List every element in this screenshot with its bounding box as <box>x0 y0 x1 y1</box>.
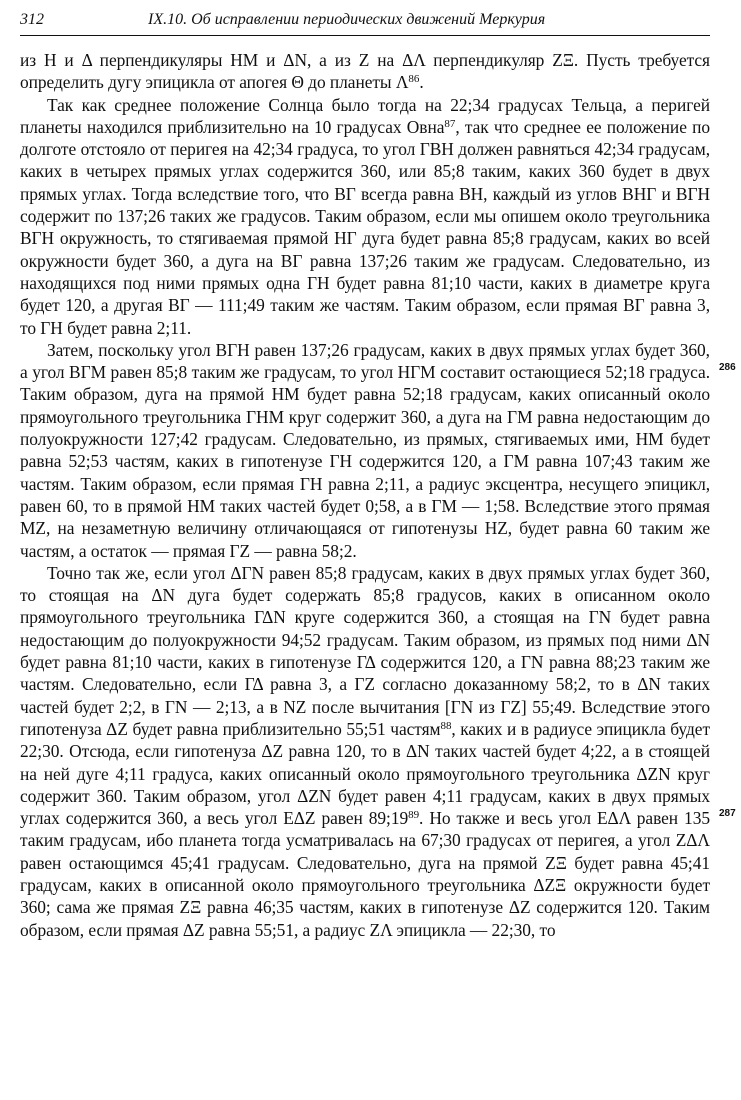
paragraph <box>20 49 710 94</box>
margin-page-ref-286: 286 <box>719 362 736 373</box>
paragraph <box>20 562 710 941</box>
running-head <box>20 8 710 32</box>
footnote-marker[interactable]: 89 <box>408 809 420 822</box>
paragraph-text: Точно так же, если угол ΔΓΝ равен 85;8 градусам, каких в двух прямых углах будет 360, то стоящая на ΔΝ дуга будет содержать 85;8 градусов, каких в описанном около прямоугольного треугольника ΓΔΝ круге содержится 360, а стоящая на ΓΝ будет равна недостающим до полуокружности 94;52 градусам. Таким образом, из прямых под ними ΔΝ будет равна 81;10 части, каких в гипотенузе ΓΔ содержится 120, а ΓΝ равна 88;23 таким же частям. Следовательно, если ΓΔ равна 3, а ΓΖ согласно доказанному 58;2, то в ΔΝ таких частей будет 2;2, в ΓΝ — 2;13, а в ΝΖ после вычитания [ΓΝ из ΓΖ] 55;49. Вследствие этого гипотенуза ΔΖ будет равна приблизительно 55;51 частям <box>20 562 710 739</box>
chapter-title: IX.10. Об исправлении периодических движений Меркурия <box>148 11 546 28</box>
footnote-marker[interactable]: 86 <box>408 73 420 86</box>
margin-page-ref-287: 287 <box>719 808 736 819</box>
paragraph-text: из Η и Δ перпендикуляры НМ и ΔΝ, а из Ζ на ΔΛ перпендикуляр ΖΞ. Пусть требуется определить дугу эпицикла от апогея Θ до планеты Λ <box>20 50 710 93</box>
paragraph <box>20 94 710 339</box>
paragraph-text: Так как среднее положение Солнца было тогда на 22;34 градусах Тельца, а перигей планеты находился приблизительно на 10 градусах Овна <box>20 94 710 137</box>
paragraph-text: , так что среднее ее положение по долготе отстояло от перигея на 42;34 градуса, то угол ΓΒΗ должен равняться 42;34 градусам, каких в четырех прямых углах содержится 360, или 85;8 таким, каких 360 будет в двух прямых углах. Тогда вследствие того, что ΒΓ всегда равна ΒΗ, каждый из углов ΒΗΓ и ΒΓΗ содержит по 137;26 таких же градусов. Таким образом, если мы опишем около треугольника ΒΓΗ окружность, то стягиваемая прямой ΗΓ дуга будет равна 85;8 градусам, каких во всей окружности будет 360, а дуга на ΒΓ равна 137;26 таким же градусам. Следовательно, из находящихся под ними прямых одна ΓΗ будет равна 81;10 части, каких в диаметре круга будет 120, а другая ΒΓ — 111;49 таким же частям. Таким образом, если прямая ΒΓ равна 3, то ΓΗ будет равна 2;11. <box>20 116 710 338</box>
paragraph-text: . Но также и весь угол ΕΔΛ равен 135 таким градусам, ибо планета тогда усматривалась на 67;30 градусах от перигея, а угол ΖΔΛ равен остающимся 45;41 градусам. Следовательно, дуга на прямой ΖΞ будет равна 45;41 градусам, каких в описанной около прямоугольного треугольника ΔΖΞ окружности будет 360; сама же прямая ΖΞ равна 46;35 частям, каких в гипотенузе ΔΖ содержится 120. Таким образом, если прямая ΔΖ равна 55;51, а радиус ΖΛ эпицикла — 22;30, то <box>20 808 710 940</box>
page-number: 312 <box>20 11 44 28</box>
paragraph <box>20 339 710 562</box>
paragraph-text: , каких и в радиусе эпицикла будет 22;30. Отсюда, если гипотенуза ΔΖ равна 120, то в ΔΝ таких частей будет 4;22, а в стоящей на ней дуге 4;11 градуса, каких описанный около прямоугольного треугольника ΔΖΝ круг содержит 360. Таким образом, угол ΔΖΝ будет равен 4;11 градусам, каких в двух прямых углах содержится 360, а весь угол ΕΔΖ равен 89;19 <box>20 718 710 829</box>
paragraph-text: . <box>419 72 424 93</box>
paragraph-text: Затем, поскольку угол ΒΓΗ равен 137;26 градусам, каких в двух прямых углах будет 360, а угол ΒΓΜ равен 85;8 таким же градусам, то угол ΗΓΜ составит остающиеся 52;18 градуса. Таким образом, дуга на прямой НМ будет равна 52;18 градусам, каких описанный около прямоугольного треугольника ΓΗΜ круг содержит 360, а дуга на ΓΜ равна недостающим до полуокружности 127;42 градусам. Следовательно, из прямых, стягиваемых ими, НМ будет равна 52;53 частям, каких в гипотенузе ΓΗ содержится 120, а ΓΜ равна 107;43 таким же частям. Таким образом, если прямая ΓΗ равна 2;11, а радиус эксцентра, несущего эпицикл, равен 60, то в прямой НМ таких частей будет 0;58, а в ΓΜ — 1;58. Вследствие этого прямая ΜΖ, на незаметную величину отличающаяся от гипотенузы ΗΖ, будет равна 60 таким же частям, а остаток — прямая ΓΖ — равна 58;2. <box>20 339 710 561</box>
body-text <box>20 49 710 941</box>
footnote-marker[interactable]: 88 <box>440 719 452 732</box>
header-rule <box>20 35 710 36</box>
footnote-marker[interactable]: 87 <box>444 117 456 130</box>
